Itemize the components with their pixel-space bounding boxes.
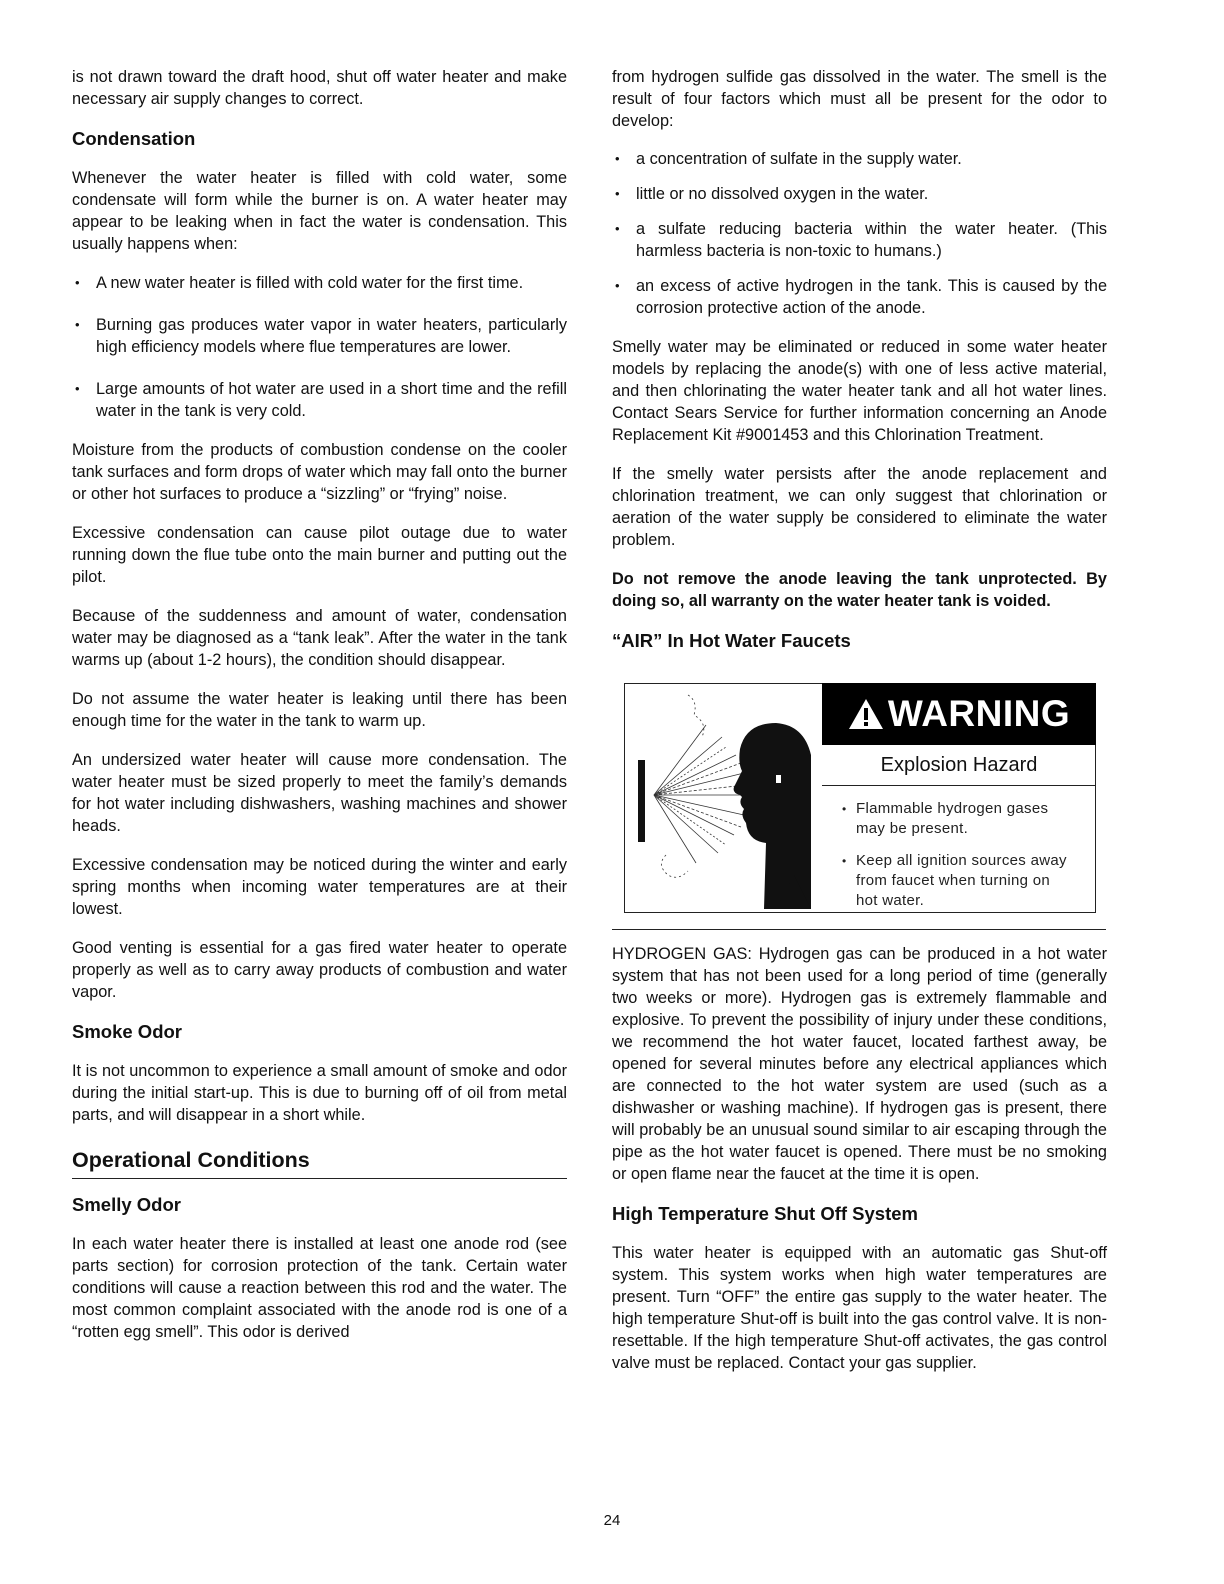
warranty-warning-note: Do not remove the anode leaving the tank unprotected. By doing so, all warranty on the water heater tank is voided. [612,570,1107,610]
condensation-paragraph-7: Excessive condensation may be noticed during the winter and early spring months when incoming water temperatures are at their lowest. [72,856,567,918]
condensation-paragraph-6: An undersized water heater will cause more condensation. The water heater must be sized properly to meet the family’s demands for hot water including dishwashers, washing machines and shower heads. [72,751,567,835]
page-number: 24 [603,1512,621,1529]
condensation-paragraph-8: Good venting is essential for a gas fired water heater to operate properly as well as to carry away products of combustion and water vapor. [72,939,567,1001]
list-item: • Keep all ignition sources away from faucet when turning on hot water. [842,851,1072,911]
list-item: • an excess of active hydrogen in the tank. This is caused by the corrosion protective action of the anode. [612,275,1107,319]
condensation-paragraph-4: Because of the suddenness and amount of water, condensation water may be diagnosed as a “tank leak”. After the water in the tank warms up (about 1-2 hours), the condition should disappear. [72,607,567,669]
list-item: • A new water heater is filled with cold water for the first time. [72,272,567,294]
condensation-paragraph-2: Moisture from the products of combustion condense on the cooler tank surfaces and form drops of water which may fall onto the burner or other hot surfaces to produce a “sizzling” or “frying” noise. [72,441,568,503]
high-temp-heading: High Temperature Shut Off System [612,1203,918,1224]
explosion-burst-icon [654,695,746,877]
list-item: • Large amounts of hot water are used in a short time and the refill water in the tank is very cold. [72,378,567,422]
high-temp-paragraph: This water heater is equipped with an automatic gas Shut-off system. This system works when high water temperatures are present. Turn “OFF” the entire gas supply to the water heater. The high temperature Shut-off is built into the gas control valve. It is non-resettable. If the high temperature Shut-off activates, the gas control valve must be replaced. Contact your gas supplier. [612,1244,1107,1372]
condensation-bullet-list [72,272,567,422]
condensation-paragraph-5: Do not assume the water heater is leaking until there has been enough time for the water in the tank to warm up. [72,690,567,730]
list-item: • little or no dissolved oxygen in the water. [612,183,1107,205]
right-column [612,66,1107,1391]
list-item: • a concentration of sulfate in the supply water. [612,148,1107,170]
left-column [72,66,567,1360]
condensation-paragraph-3: Excessive condensation can cause pilot outage due to water running down the flue tube onto the main burner and putting out the pilot. [72,524,567,586]
condensation-paragraph-1: Whenever the water heater is filled with cold water, some condensate will form while the burner is on. A water heater may appear to be leaking when in fact the water is condensation. This usually happens when: [72,169,567,253]
divider [612,929,1106,930]
smelly-odor-continued: from hydrogen sulfide gas dissolved in the water. The smell is the result of four factors which must all be present for the odor to develop: [612,68,1107,130]
odor-factors-list [612,148,1107,319]
anode-replacement-paragraph: Smelly water may be eliminated or reduced in some water heater models by replacing the anode(s) with one of less active material, and then chlorinating the water heater tank and all hot water lines. Contact Sears Service for further information concerning an Anode Replacement Kit #9001453 and this Chlorination Treatment. [612,338,1107,444]
wall-faucet-icon [638,760,645,842]
smoke-odor-heading: Smoke Odor [72,1021,182,1042]
list-item: • a sulfate reducing bacteria within the water heater. (This harmless bacteria is non-toxic to humans.) [612,218,1107,262]
warning-title: WARNING [887,693,1071,734]
chlorination-paragraph: If the smelly water persists after the anode replacement and chlorination treatment, we can only suggest that chlorination or aeration of the water supply be considered to eliminate the water problem. [612,465,1107,549]
smoke-odor-paragraph: It is not uncommon to experience a small amount of smoke and odor during the initial start-up. This is due to burning off of oil from metal parts, and will disappear in a short while. [72,1062,567,1124]
warning-label [612,657,1104,921]
operational-conditions-heading: Operational Conditions [72,1146,567,1179]
condensation-heading: Condensation [72,128,196,149]
warning-banner [822,683,1096,745]
intro-paragraph: is not drawn toward the draft hood, shut off water heater and make necessary air supply changes to correct. [72,68,567,108]
warning-list [842,799,1072,923]
smelly-odor-heading: Smelly Odor [72,1194,181,1215]
warning-triangle-icon [848,698,884,730]
explosion-hazard-illustration [626,685,821,909]
warning-subtitle: Explosion Hazard [822,745,1096,786]
list-item: • Burning gas produces water vapor in water heaters, particularly high efficiency models where flue temperatures are lower. [72,314,567,358]
air-in-faucets-heading: “AIR” In Hot Water Faucets [612,630,851,651]
person-silhouette-icon [734,723,811,909]
hydrogen-gas-paragraph: HYDROGEN GAS: Hydrogen gas can be produced in a hot water system that has not been used for a long period of time (generally two weeks or more). Hydrogen gas is extremely flammable and explosive. To prevent the possibility of injury under these conditions, we recommend the hot water faucet, located farthest away, be opened for several minutes before any electrical appliances which are connected to the hot water system are used (such as a dishwasher or washing machine). If hydrogen gas is present, there will probably be an unusual sound similar to air escaping through the pipe as the hot water faucet is opened. There must be no smoking or open flame near the faucet at the time it is open. [612,945,1107,1183]
list-item: • Flammable hydrogen gases may be present. [842,799,1072,839]
smelly-odor-paragraph: In each water heater there is installed at least one anode rod (see parts section) for corrosion protection of the tank. Certain water conditions will cause a reaction between this rod and the water. The most common complaint associated with the anode rod is one of a “rotten egg smell”. This odor is derived [72,1235,567,1341]
